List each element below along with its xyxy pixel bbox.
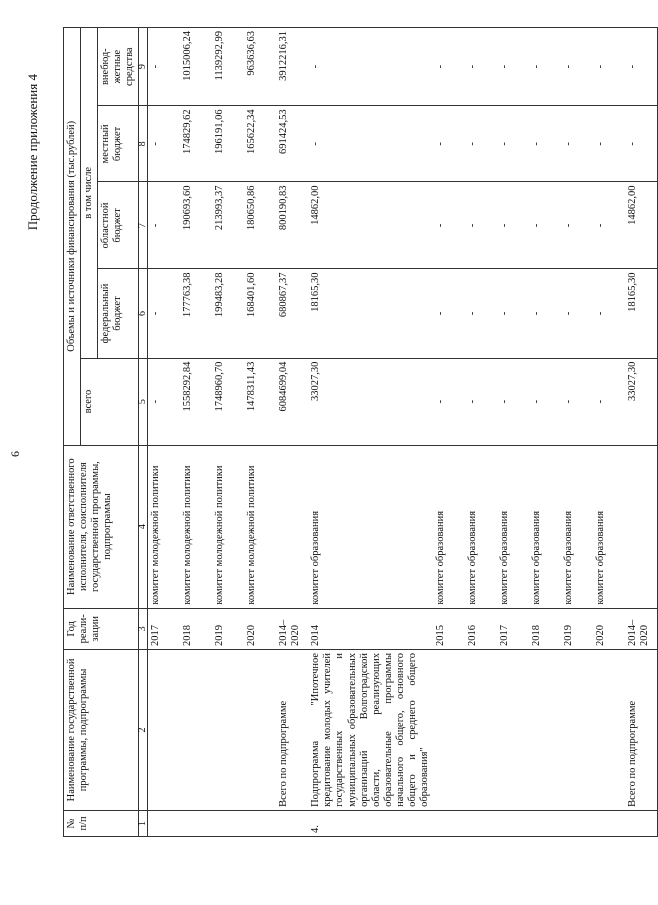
cell-year: 2017 [497,608,529,649]
cell-federal: 18165,30 [625,269,658,358]
cell-no [497,810,529,836]
col-index: 9 [139,28,148,106]
header-name: Наименование государственной программы, подпрограммы [64,649,139,810]
continuation-title: Продолжение приложения 4 [25,74,40,231]
cell-local: - [433,106,465,182]
cell-name [561,649,593,810]
cell-federal: - [561,269,593,358]
table-row [529,28,561,837]
cell-executor: комитет образования [308,445,433,608]
cell-name: Подпрограмма "Ипотечное кредитование молодых учителей государственных и муниципальных образовательных организаций Волгоградской области, реализующих образовательные программы начального общего, основного общего и среднего общего образования" [308,649,433,810]
cell-extrabudget: - [308,28,433,106]
cell-no [561,810,593,836]
cell-executor: комитет образования [529,445,561,608]
col-index: 2 [139,649,148,810]
cell-executor: комитет молодежной политики [244,445,276,608]
cell-regional: - [465,182,497,269]
cell-extrabudget: - [529,28,561,106]
cell-no [180,810,212,836]
cell-extrabudget: - [433,28,465,106]
cell-extrabudget: - [593,28,625,106]
cell-total: - [593,358,625,445]
col-index: 3 [139,608,148,649]
cell-federal: - [433,269,465,358]
cell-total: 6084699,04 [276,358,308,445]
col-index: 1 [139,810,148,836]
cell-federal: - [465,269,497,358]
cell-local: - [497,106,529,182]
cell-total: 1558292,84 [180,358,212,445]
cell-no: 4. [308,810,433,836]
cell-year: 2019 [212,608,244,649]
cell-executor [276,445,308,608]
cell-total: - [497,358,529,445]
cell-regional: - [593,182,625,269]
cell-no [148,810,181,836]
cell-total: - [561,358,593,445]
cell-federal: - [593,269,625,358]
cell-year: 2018 [529,608,561,649]
cell-name [497,649,529,810]
cell-executor: комитет образования [561,445,593,608]
cell-total: - [529,358,561,445]
cell-name [529,649,561,810]
cell-year: 2017 [148,608,181,649]
cell-no [529,810,561,836]
cell-regional: 213993,37 [212,182,244,269]
cell-extrabudget: 3912216,31 [276,28,308,106]
cell-local: 174829,62 [180,106,212,182]
cell-regional: 14862,00 [308,182,433,269]
cell-local: 691424,53 [276,106,308,182]
cell-total: - [148,358,181,445]
cell-federal: 680867,37 [276,269,308,358]
header-executor: Наименование ответственного исполнителя, соисполнителя государственной программы, подпрограммы [64,445,139,608]
cell-extrabudget: - [465,28,497,106]
col-index: 7 [139,182,148,269]
cell-no [625,810,658,836]
table-row [465,28,497,837]
cell-name [465,649,497,810]
cell-year: 2020 [244,608,276,649]
cell-no [276,810,308,836]
cell-year: 2020 [593,608,625,649]
cell-total: - [465,358,497,445]
cell-name [433,649,465,810]
cell-local: 165622,34 [244,106,276,182]
cell-federal: 177763,38 [180,269,212,358]
cell-total: 33027,30 [625,358,658,445]
cell-local: - [625,106,658,182]
cell-no [244,810,276,836]
cell-federal: - [148,269,181,358]
cell-regional: 800190,83 [276,182,308,269]
cell-extrabudget: - [561,28,593,106]
cell-year: 2014–2020 [625,608,658,649]
cell-regional: - [497,182,529,269]
table-row [244,28,276,837]
cell-total: 1478311,43 [244,358,276,445]
col-index: 8 [139,106,148,182]
header-year: Год реали- зации [64,608,139,649]
table-row [212,28,244,837]
cell-name [212,649,244,810]
header-no: № п/п [64,810,139,836]
cell-executor: комитет образования [593,445,625,608]
table-row [276,28,308,837]
cell-federal: - [529,269,561,358]
cell-regional: 14862,00 [625,182,658,269]
cell-executor: комитет молодежной политики [148,445,181,608]
cell-year: 2014 [308,608,433,649]
funding-table [63,27,658,837]
col-index: 6 [139,269,148,358]
cell-federal: 199483,28 [212,269,244,358]
cell-local: - [308,106,433,182]
col-index: 4 [139,445,148,608]
table-row [593,28,625,837]
cell-extrabudget: 1139292,99 [212,28,244,106]
cell-executor [625,445,658,608]
table-row [625,28,658,837]
cell-no [465,810,497,836]
cell-regional: - [529,182,561,269]
cell-extrabudget: - [148,28,181,106]
cell-name [148,649,181,810]
cell-total: 33027,30 [308,358,433,445]
cell-year: 2016 [465,608,497,649]
cell-federal: 168401,60 [244,269,276,358]
header-regional: областной бюджет [98,182,139,269]
cell-regional: 180650,86 [244,182,276,269]
cell-regional: 190693,60 [180,182,212,269]
cell-year: 2015 [433,608,465,649]
cell-year: 2019 [561,608,593,649]
cell-federal: 18165,30 [308,269,433,358]
header-local: местный бюджет [98,106,139,182]
table-row [497,28,529,837]
cell-executor: комитет образования [497,445,529,608]
page-number: 6 [8,451,22,457]
cell-name [244,649,276,810]
cell-extrabudget: - [497,28,529,106]
cell-year: 2014–2020 [276,608,308,649]
cell-executor: комитет образования [433,445,465,608]
table-row [308,28,433,837]
cell-no [433,810,465,836]
cell-executor: комитет молодежной политики [180,445,212,608]
cell-year: 2018 [180,608,212,649]
header-federal: федеральный бюджет [98,269,139,358]
cell-total: - [433,358,465,445]
table-row [148,28,181,837]
cell-federal: - [497,269,529,358]
table-row [433,28,465,837]
cell-local: - [465,106,497,182]
table-body [148,28,658,837]
cell-name: Всего по подпрограмме [276,649,308,810]
cell-extrabudget: 1015006,24 [180,28,212,106]
cell-name [180,649,212,810]
cell-local: - [561,106,593,182]
cell-name: Всего по подпрограмме [625,649,658,810]
cell-name [593,649,625,810]
cell-no [212,810,244,836]
col-index: 5 [139,358,148,445]
cell-total: 1748960,70 [212,358,244,445]
cell-local: - [593,106,625,182]
cell-executor: комитет молодежной политики [212,445,244,608]
cell-extrabudget: 963636,63 [244,28,276,106]
cell-executor: комитет образования [465,445,497,608]
cell-regional: - [148,182,181,269]
header-total: всего [81,358,139,445]
table-row [180,28,212,837]
cell-regional: - [561,182,593,269]
header-funding-group: Объемы и источники финансирования (тыс.рублей) [64,28,81,446]
cell-local: 196191,06 [212,106,244,182]
header-including: в том числе [81,28,98,359]
cell-local: - [529,106,561,182]
cell-extrabudget: - [625,28,658,106]
table-row [561,28,593,837]
header-extrabudget: внебюд- жетные средства [98,28,139,106]
cell-local: - [148,106,181,182]
cell-no [593,810,625,836]
cell-regional: - [433,182,465,269]
